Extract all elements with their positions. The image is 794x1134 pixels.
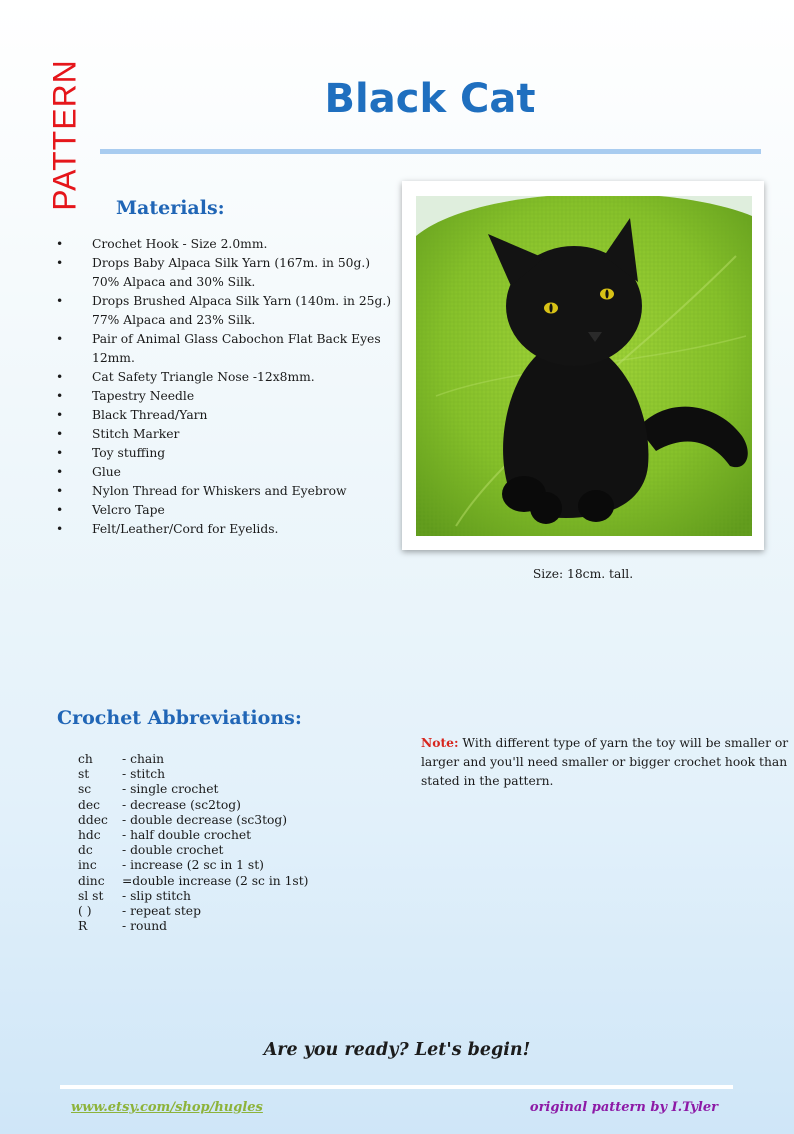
table-row: [78, 752, 308, 767]
material-item: • Stitch Marker: [56, 425, 401, 444]
abbr-def: - repeat step: [122, 904, 201, 919]
abbr-def: - stitch: [122, 767, 165, 782]
abbr-def: - round: [122, 919, 168, 934]
abbreviations-table: [78, 752, 308, 934]
table-row: [78, 858, 308, 873]
abbr-term: ch: [78, 752, 93, 766]
abbr-def: - increase (2 sc in 1 st): [122, 858, 264, 873]
abbr-term: R: [78, 919, 88, 934]
materials-heading: Materials:: [116, 197, 225, 219]
table-row: [78, 798, 308, 813]
material-item: • Glue: [56, 463, 401, 482]
abbr-term: st: [78, 767, 90, 782]
note-text: With different type of yarn the toy will be smaller or larger and you'll need smaller or bigger crochet hook than stated in the pattern.: [421, 736, 789, 788]
material-item: • Felt/Leather/Cord for Eyelids.: [56, 520, 401, 539]
cat-photo-frame: [402, 181, 764, 550]
note: [421, 733, 789, 791]
material-item: • Drops Brushed Alpaca Silk Yarn (140m. in 25g.) 77% Alpaca and 23% Silk.: [56, 292, 401, 330]
side-label-text: PATTERN: [46, 59, 83, 211]
abbreviations-heading: Crochet Abbreviations:: [57, 707, 302, 729]
abbr-def: =double increase (2 sc in 1st): [122, 873, 309, 888]
black-cat-photo-icon: [416, 196, 752, 536]
abbr-def: - chain: [122, 752, 165, 766]
abbr-term: sl st: [78, 888, 104, 903]
material-item: • Nylon Thread for Whiskers and Eyebrow: [56, 482, 401, 501]
table-row: [78, 889, 308, 904]
material-item: • Drops Baby Alpaca Silk Yarn (167m. in 50g.) 70% Alpaca and 30% Silk.: [56, 254, 401, 292]
abbr-def: - decrease (sc2tog): [122, 797, 241, 812]
pattern-credit: original pattern by I.Tyler: [529, 1100, 718, 1115]
abbr-term: dinc: [78, 873, 105, 888]
abbr-term: dc: [78, 843, 93, 858]
table-row: [78, 843, 308, 858]
abbr-def: - double decrease (sc3tog): [122, 812, 288, 827]
material-item: • Black Thread/Yarn: [56, 406, 401, 425]
table-row: [78, 874, 308, 889]
material-item: • Velcro Tape: [56, 501, 401, 520]
call-to-action: Are you ready? Let's begin!: [263, 1040, 531, 1060]
materials-list: [56, 235, 401, 539]
abbr-term: sc: [78, 782, 92, 797]
table-row: [78, 782, 308, 797]
table-row: [78, 919, 308, 934]
note-label: Note:: [421, 735, 459, 750]
table-row: [78, 767, 308, 782]
material-item: • Cat Safety Triangle Nose -12x8mm.: [56, 368, 401, 387]
table-row: [78, 813, 308, 828]
material-item: • Tapestry Needle: [56, 387, 401, 406]
title-divider: [100, 149, 761, 154]
abbr-def: - half double crochet: [122, 828, 252, 843]
abbr-def: - double crochet: [122, 843, 224, 858]
abbr-term: ( ): [78, 904, 92, 919]
material-item: • Toy stuffing: [56, 444, 401, 463]
abbr-term: hdc: [78, 828, 101, 843]
table-row: [78, 904, 308, 919]
abbr-def: - single crochet: [122, 782, 219, 797]
page-title: Black Cat: [324, 76, 536, 122]
material-item: • Crochet Hook - Size 2.0mm.: [56, 235, 401, 254]
footer-divider: [60, 1085, 733, 1089]
abbr-term: dec: [78, 797, 101, 812]
table-row: [78, 828, 308, 843]
abbr-def: - slip stitch: [122, 888, 191, 903]
abbr-term: inc: [78, 858, 97, 873]
abbr-term: ddec: [78, 812, 108, 827]
etsy-shop-link[interactable]: www.etsy.com/shop/hugles: [71, 1100, 263, 1115]
size-caption: Size: 18cm. tall.: [532, 567, 634, 581]
side-label: [44, 54, 86, 216]
material-item: • Pair of Animal Glass Cabochon Flat Back Eyes 12mm.: [56, 330, 401, 368]
